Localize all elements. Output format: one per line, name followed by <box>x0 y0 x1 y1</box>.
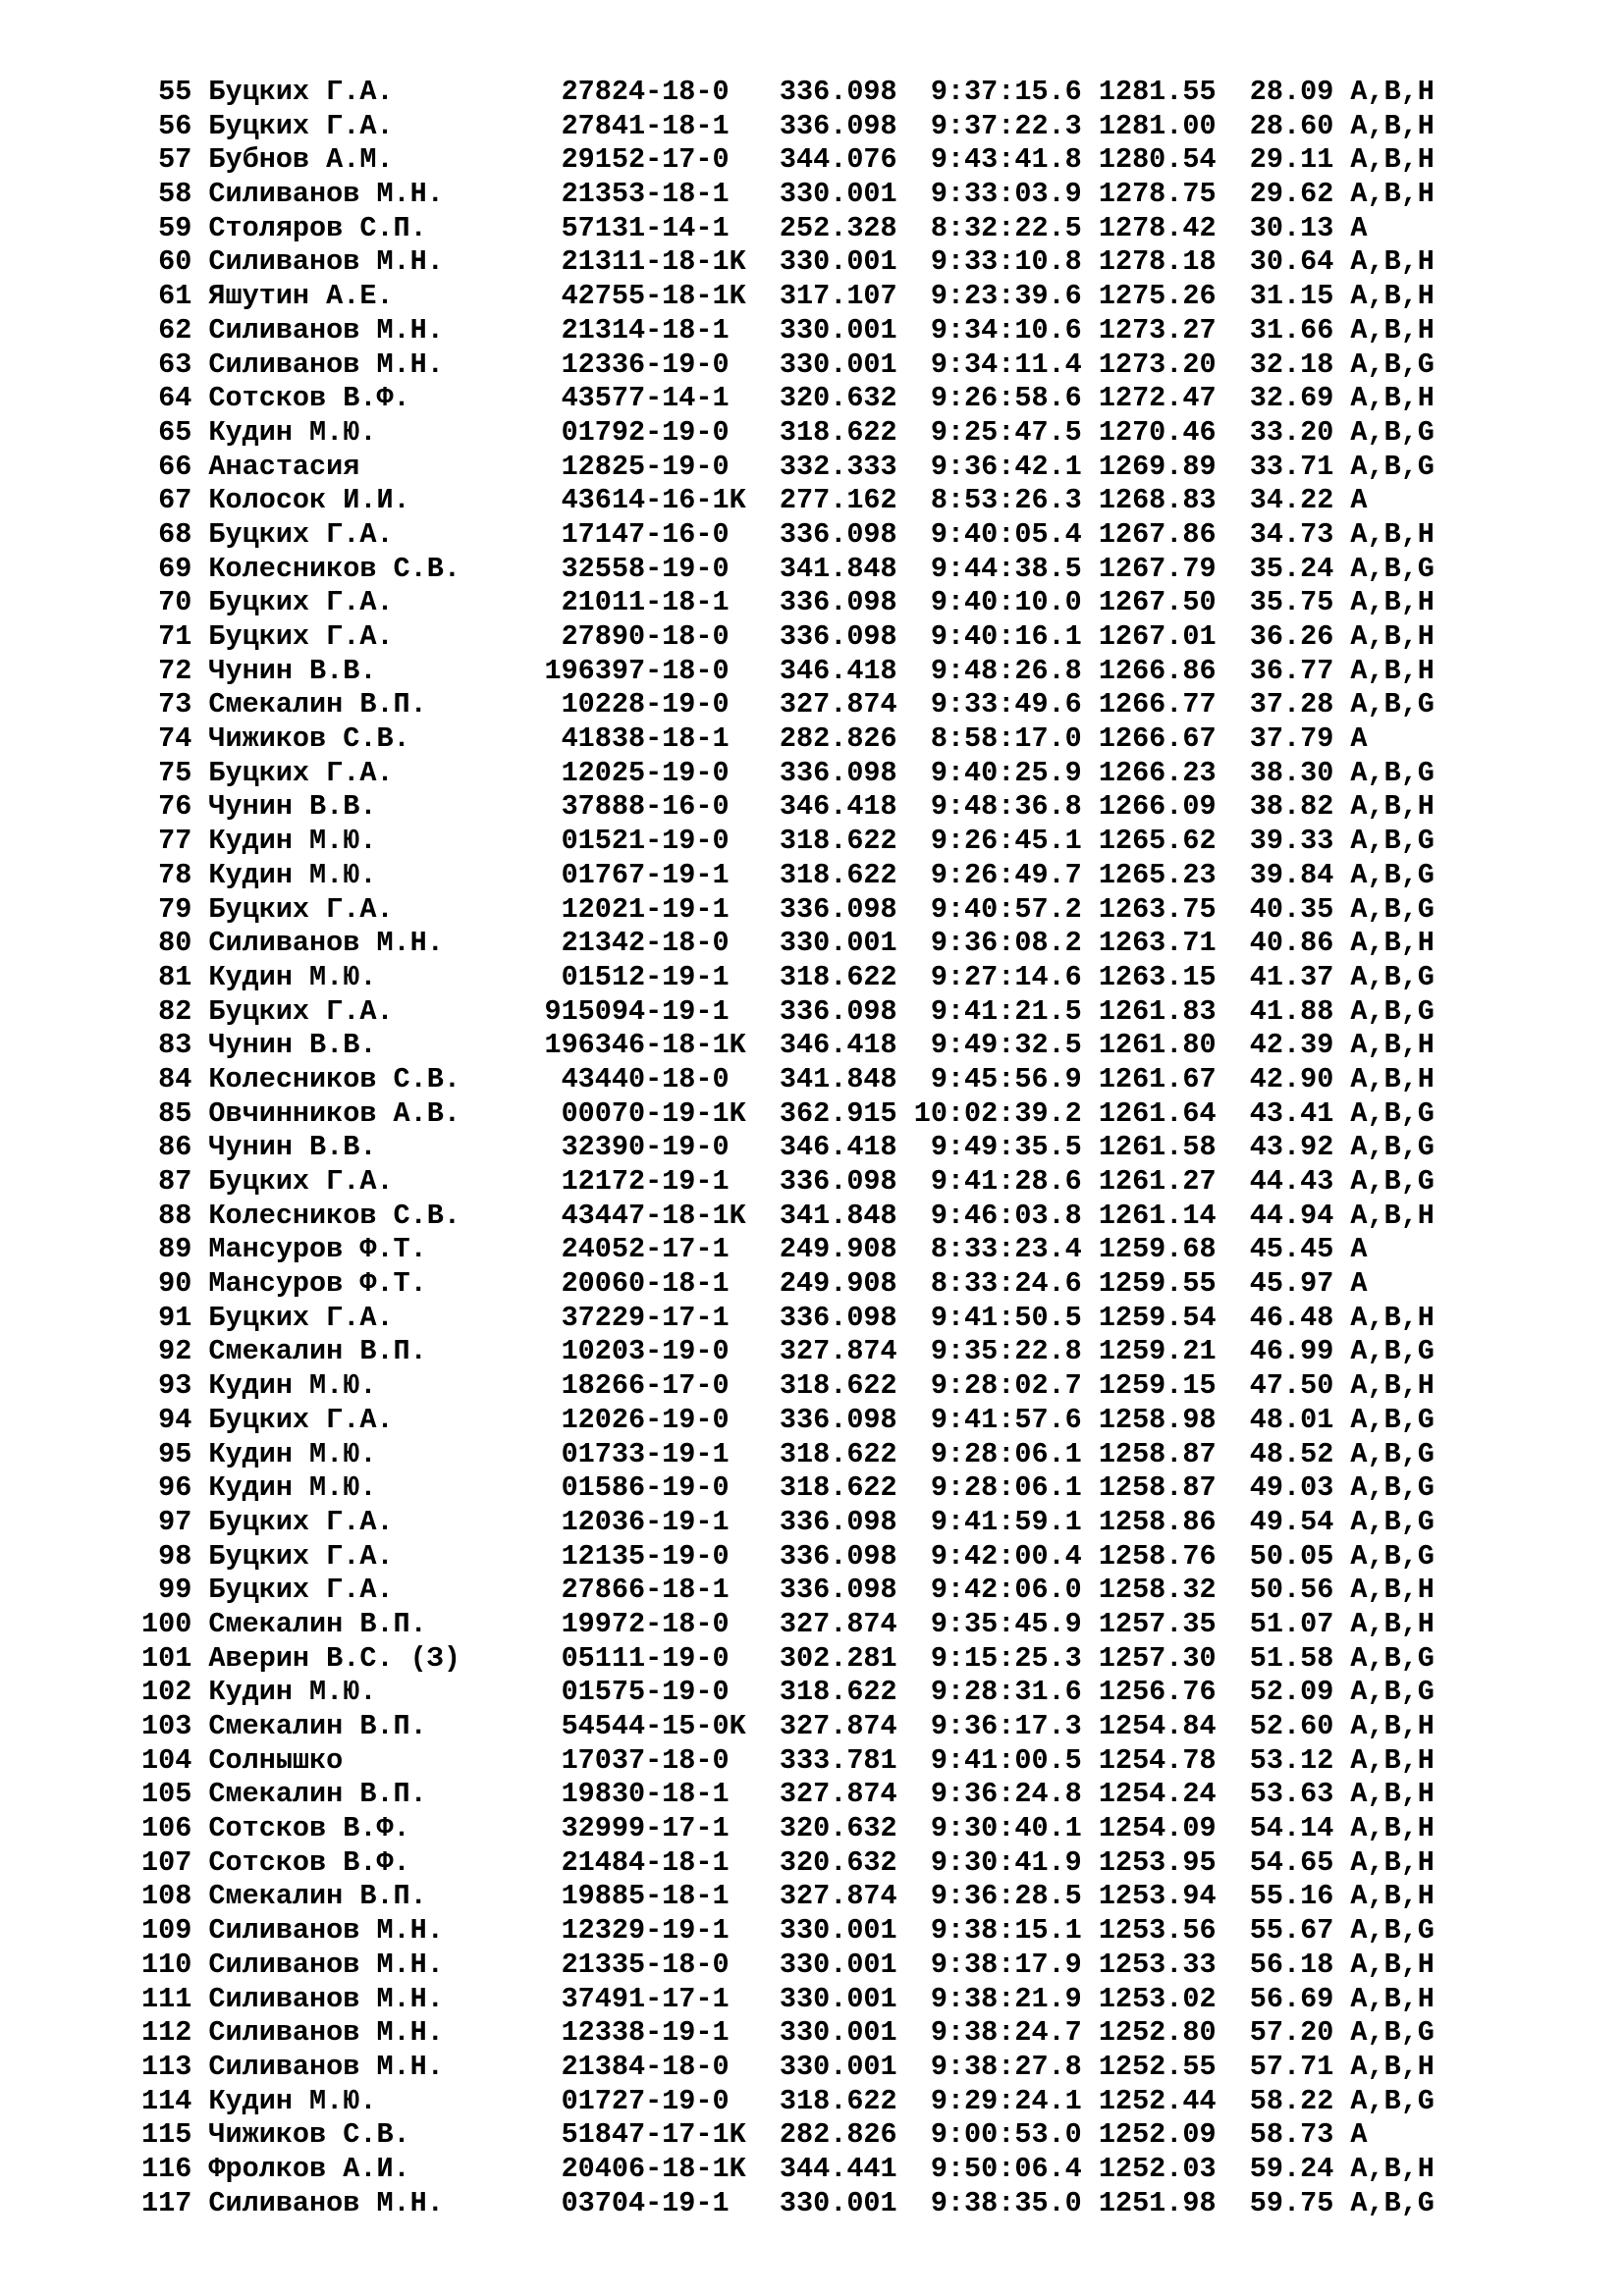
result-row: 92 Смекалин В.П. 10203-19-0 327.874 9:35:22.8 1259.21 46.99 A,B,G <box>141 1335 1435 1368</box>
result-row: 56 Буцких Г.А. 27841-18-1 336.098 9:37:22.3 1281.00 28.60 A,B,H <box>141 109 1435 142</box>
result-row: 116 Фролков А.И. 20406-18-1K 344.441 9:50:06.4 1252.03 59.24 A,B,H <box>141 2152 1435 2185</box>
result-row: 83 Чунин В.В. 196346-18-1K 346.418 9:49:32.5 1261.80 42.39 A,B,H <box>141 1029 1435 1062</box>
result-row: 79 Буцких Г.А. 12021-19-1 336.098 9:40:57.2 1263.75 40.35 A,B,G <box>141 892 1435 926</box>
result-row: 75 Буцких Г.А. 12025-19-0 336.098 9:40:25.9 1266.23 38.30 A,B,G <box>141 756 1435 789</box>
result-row: 95 Кудин М.Ю. 01733-19-1 318.622 9:28:06.1 1258.87 48.52 A,B,G <box>141 1437 1435 1470</box>
result-row: 115 Чижиков С.В. 51847-17-1K 282.826 9:00:53.0 1252.09 58.73 A <box>141 2118 1368 2152</box>
result-row: 91 Буцких Г.А. 37229-17-1 336.098 9:41:50.5 1259.54 46.48 A,B,H <box>141 1301 1435 1334</box>
result-row: 82 Буцких Г.А. 915094-19-1 336.098 9:41:21.5 1261.83 41.88 A,B,G <box>141 994 1435 1028</box>
result-row: 105 Смекалин В.П. 19830-18-1 327.874 9:36:24.8 1254.24 53.63 A,B,H <box>141 1778 1435 1811</box>
result-row: 55 Буцких Г.А. 27824-18-0 336.098 9:37:15.6 1281.55 28.09 A,B,H <box>141 76 1435 108</box>
result-row: 112 Силиванов М.Н. 12338-19-1 330.001 9:38:24.7 1252.80 57.20 A,B,G <box>141 2016 1435 2050</box>
result-row: 94 Буцких Г.А. 12026-19-0 336.098 9:41:57.6 1258.98 48.01 A,B,G <box>141 1403 1435 1436</box>
result-row: 57 Бубнов А.М. 29152-17-0 344.076 9:43:41.8 1280.54 29.11 A,B,H <box>141 143 1435 177</box>
result-row: 108 Смекалин В.П. 19885-18-1 327.874 9:36:28.5 1253.94 55.16 A,B,H <box>141 1880 1435 1913</box>
result-row: 99 Буцких Г.А. 27866-18-1 336.098 9:42:06.0 1258.32 50.56 A,B,H <box>141 1574 1435 1607</box>
result-row: 67 Колосок И.И. 43614-16-1K 277.162 8:53:26.3 1268.83 34.22 A <box>141 484 1368 517</box>
result-row: 103 Смекалин В.П. 54544-15-0K 327.874 9:36:17.3 1254.84 52.60 A,B,H <box>141 1710 1435 1742</box>
result-row: 86 Чунин В.В. 32390-19-0 346.418 9:49:35.5 1261.58 43.92 A,B,G <box>141 1131 1435 1164</box>
result-row: 60 Силиванов М.Н. 21311-18-1K 330.001 9:33:10.8 1278.18 30.64 A,B,H <box>141 245 1435 279</box>
result-row: 93 Кудин М.Ю. 18266-17-0 318.622 9:28:02.7 1259.15 47.50 A,B,H <box>141 1369 1435 1403</box>
result-row: 59 Столяров С.П. 57131-14-1 252.328 8:32:22.5 1278.42 30.13 A <box>141 211 1368 244</box>
result-row: 70 Буцких Г.А. 21011-18-1 336.098 9:40:10.0 1267.50 35.75 A,B,H <box>141 586 1435 619</box>
result-row: 114 Кудин М.Ю. 01727-19-0 318.622 9:29:24.1 1252.44 58.22 A,B,G <box>141 2084 1435 2117</box>
result-row: 72 Чунин В.В. 196397-18-0 346.418 9:48:26.8 1266.86 36.77 A,B,H <box>141 654 1435 687</box>
result-row: 101 Аверин В.С. (З) 05111-19-0 302.281 9:15:25.3 1257.30 51.58 A,B,G <box>141 1641 1435 1675</box>
result-row: 104 Солнышко 17037-18-0 333.781 9:41:00.5 1254.78 53.12 A,B,H <box>141 1743 1435 1777</box>
result-row: 111 Силиванов М.Н. 37491-17-1 330.001 9:38:21.9 1253.02 56.69 A,B,H <box>141 1982 1435 2015</box>
result-row: 62 Силиванов М.Н. 21314-18-1 330.001 9:34:10.6 1273.27 31.66 A,B,H <box>141 313 1435 347</box>
result-row: 110 Силиванов М.Н. 21335-18-0 330.001 9:38:17.9 1253.33 56.18 A,B,H <box>141 1948 1435 1981</box>
result-row: 87 Буцких Г.А. 12172-19-1 336.098 9:41:28.6 1261.27 44.43 A,B,G <box>141 1165 1435 1198</box>
result-row: 77 Кудин М.Ю. 01521-19-0 318.622 9:26:45.1 1265.62 39.33 A,B,G <box>141 825 1435 858</box>
result-row: 80 Силиванов М.Н. 21342-18-0 330.001 9:36:08.2 1263.71 40.86 A,B,H <box>141 927 1435 960</box>
result-row: 76 Чунин В.В. 37888-16-0 346.418 9:48:36.8 1266.09 38.82 A,B,H <box>141 790 1435 824</box>
result-row: 98 Буцких Г.А. 12135-19-0 336.098 9:42:00.4 1258.76 50.05 A,B,G <box>141 1539 1435 1573</box>
result-row: 58 Силиванов М.Н. 21353-18-1 330.001 9:33:03.9 1278.75 29.62 A,B,H <box>141 178 1435 211</box>
result-row: 71 Буцких Г.А. 27890-18-0 336.098 9:40:16.1 1267.01 36.26 A,B,H <box>141 620 1435 653</box>
result-row: 84 Колесников С.В. 43440-18-0 341.848 9:45:56.9 1261.67 42.90 A,B,H <box>141 1062 1435 1095</box>
result-row: 69 Колесников С.В. 32558-19-0 341.848 9:44:38.5 1267.79 35.24 A,B,G <box>141 552 1435 585</box>
result-row: 89 Мансуров Ф.Т. 24052-17-1 249.908 8:33:23.4 1259.68 45.45 A <box>141 1233 1368 1266</box>
result-row: 66 Анастасия 12825-19-0 332.333 9:36:42.1 1269.89 33.71 A,B,G <box>141 450 1435 483</box>
result-row: 90 Мансуров Ф.Т. 20060-18-1 249.908 8:33:24.6 1259.55 45.97 A <box>141 1267 1368 1301</box>
result-row: 63 Силиванов М.Н. 12336-19-0 330.001 9:34:11.4 1273.20 32.18 A,B,G <box>141 347 1435 381</box>
result-row: 106 Сотсков В.Ф. 32999-17-1 320.632 9:30:40.1 1254.09 54.14 A,B,H <box>141 1812 1435 1845</box>
result-row: 107 Сотсков В.Ф. 21484-18-1 320.632 9:30:41.9 1253.95 54.65 A,B,H <box>141 1845 1435 1879</box>
result-row: 74 Чижиков С.В. 41838-18-1 282.826 8:58:17.0 1266.67 37.79 A <box>141 722 1368 756</box>
results-table <box>141 76 1435 2220</box>
result-row: 113 Силиванов М.Н. 21384-18-0 330.001 9:38:27.8 1252.55 57.71 A,B,H <box>141 2050 1435 2083</box>
result-row: 68 Буцких Г.А. 17147-16-0 336.098 9:40:05.4 1267.86 34.73 A,B,H <box>141 517 1435 551</box>
result-row: 96 Кудин М.Ю. 01586-19-0 318.622 9:28:06.1 1258.87 49.03 A,B,G <box>141 1471 1435 1505</box>
result-row: 73 Смекалин В.П. 10228-19-0 327.874 9:33:49.6 1266.77 37.28 A,B,G <box>141 688 1435 721</box>
result-row: 78 Кудин М.Ю. 01767-19-1 318.622 9:26:49.7 1265.23 39.84 A,B,G <box>141 858 1435 891</box>
result-row: 100 Смекалин В.П. 19972-18-0 327.874 9:35:45.9 1257.35 51.07 A,B,H <box>141 1607 1435 1640</box>
result-row: 109 Силиванов М.Н. 12329-19-1 330.001 9:38:15.1 1253.56 55.67 A,B,G <box>141 1914 1435 1948</box>
result-row: 65 Кудин М.Ю. 01792-19-0 318.622 9:25:47.5 1270.46 33.20 A,B,G <box>141 415 1435 449</box>
result-row: 97 Буцких Г.А. 12036-19-1 336.098 9:41:59.1 1258.86 49.54 A,B,G <box>141 1505 1435 1538</box>
result-row: 117 Силиванов М.Н. 03704-19-1 330.001 9:38:35.0 1251.98 59.75 A,B,G <box>141 2186 1435 2219</box>
result-row: 81 Кудин М.Ю. 01512-19-1 318.622 9:27:14.6 1263.15 41.37 A,B,G <box>141 960 1435 993</box>
result-row: 61 Яшутин А.Е. 42755-18-1K 317.107 9:23:39.6 1275.26 31.15 A,B,H <box>141 280 1435 313</box>
result-row: 85 Овчинников А.В. 00070-19-1K 362.915 10:02:39.2 1261.64 43.41 A,B,G <box>141 1096 1435 1130</box>
result-row: 88 Колесников С.В. 43447-18-1K 341.848 9:46:03.8 1261.14 44.94 A,B,H <box>141 1199 1435 1232</box>
result-row: 64 Сотсков В.Ф. 43577-14-1 320.632 9:26:58.6 1272.47 32.69 A,B,H <box>141 382 1435 415</box>
result-row: 102 Кудин М.Ю. 01575-19-0 318.622 9:28:31.6 1256.76 52.09 A,B,G <box>141 1676 1435 1709</box>
